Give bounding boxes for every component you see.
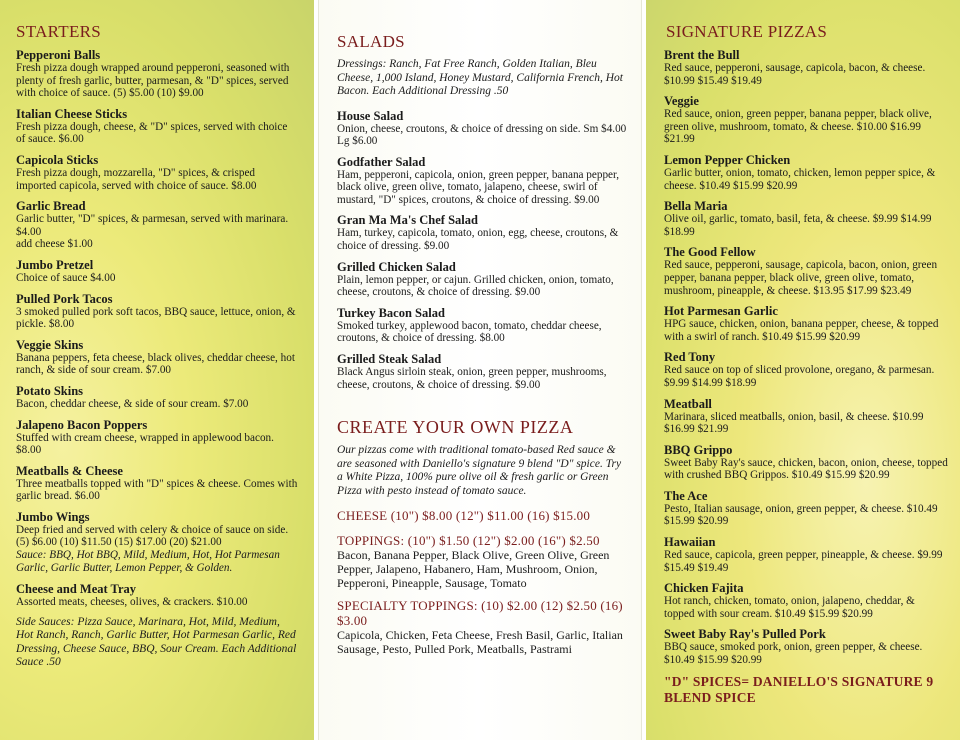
- item-desc: Smoked turkey, applewood bacon, tomato, cheddar cheese, croutons, & choice of dressing. $8.00: [337, 319, 602, 345]
- item-name: Grilled Chicken Salad: [337, 259, 456, 274]
- item-name: Capicola Sticks: [16, 152, 99, 167]
- menu-item: [16, 582, 298, 609]
- menu-item: [16, 48, 298, 100]
- item-name: Meatballs & Cheese: [16, 463, 123, 478]
- item-desc: Fresh pizza dough wrapped around pepperoni, seasoned with plenty of fresh garlic, butter, parmesan, & "D" spices, served with choice of sauce. (5) $5.00 (10) $9.00: [16, 62, 290, 100]
- item-name: Pepperoni Balls: [16, 48, 101, 62]
- item-name: Jumbo Pretzel: [16, 257, 94, 272]
- item-desc: Red sauce, pepperoni, sausage, capicola, bacon, & cheese. $10.99 $15.49 $19.49: [664, 62, 926, 87]
- item-desc: Red sauce, onion, green pepper, banana pepper, black olive, green olive, mushroom, tomato, & cheese. $10.00 $16.99 $21.99: [664, 108, 932, 146]
- item-desc: Red sauce on top of sliced provolone, oregano, & parmesan. $9.99 $14.99 $18.99: [664, 364, 935, 389]
- create-pizza-intro: Our pizzas come with traditional tomato-based Red sauce & are seasoned with Daniello's signature 9 blend "D" spice. Try a White Pizza, 100% pure olive oil & fresh garlic or Green Pizza with pesto instead of tomato sauce.: [337, 444, 622, 497]
- item-name: The Good Fellow: [664, 245, 756, 260]
- salads-title: SALADS: [337, 32, 405, 51]
- menu-item: [664, 627, 948, 666]
- item-desc: HPG sauce, chicken, onion, banana pepper, cheese, & topped with a swirl of ranch. $10.49 $15.99 $20.99: [664, 318, 939, 343]
- item-desc: Ham, turkey, capicola, tomato, onion, egg, cheese, croutons, & choice of dressing. $9.00: [337, 227, 619, 253]
- menu-item: [337, 155, 627, 207]
- menu-item: [664, 94, 948, 146]
- item-name: Garlic Bread: [16, 199, 86, 214]
- item-name: Sweet Baby Ray's Pulled Pork: [664, 627, 826, 642]
- menu-item: [664, 489, 948, 528]
- toppings-price: TOPPINGS: (10") $1.50 (12") $2.00 (16") $2.50: [337, 533, 600, 549]
- menu-item: [16, 384, 298, 411]
- item-name: Jumbo Wings: [16, 509, 90, 524]
- specialty-toppings-price: SPECIALTY TOPPINGS: (10) $2.00 (12) $2.50 (16) $3.00: [337, 598, 623, 629]
- menu-item: [337, 352, 627, 391]
- item-desc: Deep fried and served with celery & choice of sauce on side. (5) $6.00 (10) $11.50 (15) $17.00 (20) $21.00: [16, 523, 289, 549]
- menu-item: [16, 292, 298, 331]
- specialty-toppings-list: Capicola, Chicken, Feta Cheese, Fresh Basil, Garlic, Italian Sausage, Pesto, Pulled Pork, Meatballs, Pastrami: [337, 628, 623, 657]
- item-desc: Black Angus sirloin steak, onion, green pepper, mushrooms, cheese, croutons, & choice of dressing. $9.00: [337, 366, 607, 391]
- item-desc: Red sauce, pepperoni, sausage, capicola, bacon, onion, green pepper, banana pepper, black olive, green olive, tomato, mushroom, pineapple, & cheese. $13.95 $17.99 $23.49: [664, 259, 938, 297]
- item-name: Meatball: [664, 396, 712, 411]
- menu-item: [664, 153, 948, 192]
- menu-item: [664, 535, 948, 574]
- menu-item: [664, 397, 948, 436]
- item-name: Bella Maria: [664, 199, 728, 214]
- item-name: House Salad: [337, 108, 404, 123]
- signature-pizzas-panel: [646, 0, 960, 740]
- item-name: Chicken Fajita: [664, 581, 744, 596]
- item-name: Cheese and Meat Tray: [16, 582, 137, 597]
- item-name: Lemon Pepper Chicken: [664, 152, 791, 167]
- item-desc: Fresh pizza dough, mozzarella, "D" spices, & crisped imported capicola, served with choice of sauce. $8.00: [16, 166, 257, 192]
- item-name: Italian Cheese Sticks: [16, 106, 128, 121]
- item-name: Potato Skins: [16, 383, 84, 398]
- menu-item: [337, 109, 627, 148]
- item-desc: Pesto, Italian sausage, onion, green pepper, & cheese. $10.49 $15.99 $20.99: [664, 502, 938, 528]
- item-name: Turkey Bacon Salad: [337, 305, 445, 320]
- item-name: BBQ Grippo: [664, 442, 733, 457]
- d-spices-footer: "D" SPICES= DANIELLO'S SIGNATURE 9 BLEND SPICE: [664, 673, 934, 705]
- item-name: The Ace: [664, 488, 708, 503]
- item-desc: Assorted meats, cheeses, olives, & crackers. $10.00: [16, 596, 248, 609]
- signature-title: SIGNATURE PIZZAS: [666, 22, 828, 41]
- menu-item: [664, 350, 948, 389]
- menu-item: [664, 199, 948, 238]
- cheese-price: CHEESE (10") $8.00 (12") $11.00 (16) $15.00: [337, 508, 591, 524]
- item-desc: Stuffed with cream cheese, wrapped in applewood bacon. $8.00: [16, 431, 274, 457]
- menu-item: [16, 464, 298, 503]
- item-name: Veggie Skins: [16, 337, 84, 352]
- dressings-note: Dressings: Ranch, Fat Free Ranch, Golden Italian, Bleu Cheese, 1,000 Island, Honey Mustard, California French, Hot Bacon. Each Additional Dressing .50: [337, 58, 623, 97]
- item-desc: Sweet Baby Ray's sauce, chicken, bacon, onion, cheese, topped with crushed BBQ Grippos. $10.49 $15.99 $20.99: [664, 456, 948, 482]
- menu-item: [16, 418, 298, 457]
- menu-item: [337, 306, 627, 345]
- item-name: Hawaiian: [664, 535, 716, 550]
- item-desc: BBQ sauce, smoked pork, onion, green pepper, & cheese. $10.49 $15.99 $20.99: [664, 641, 923, 667]
- item-desc: Plain, lemon pepper, or cajun. Grilled chicken, onion, tomato, cheese, croutons, & choice of dressing. $9.00: [337, 273, 614, 299]
- menu-item: [664, 245, 948, 297]
- item-name: Brent the Bull: [664, 48, 740, 62]
- item-name: Veggie: [664, 94, 699, 109]
- item-name: Pulled Pork Tacos: [16, 291, 113, 306]
- starters-panel: [0, 0, 314, 740]
- menu-item: [337, 213, 627, 252]
- wing-sauce-note: Sauce: BBQ, Hot BBQ, Mild, Medium, Hot, Hot Parmesan Garlic, Garlic Butter, Lemon Pepper, & Golden.: [16, 549, 280, 575]
- starters-title: STARTERS: [16, 22, 102, 41]
- item-desc: Hot ranch, chicken, tomato, onion, jalapeno, cheddar, & topped with sour cream. $10.49 $15.99 $20.99: [664, 595, 915, 620]
- item-desc: Red sauce, capicola, green pepper, pineapple, & cheese. $9.99 $15.49 $19.49: [664, 549, 943, 574]
- salads-panel: [318, 0, 642, 740]
- item-desc: Olive oil, garlic, tomato, basil, feta, & cheese. $9.99 $14.99 $18.99: [664, 213, 932, 238]
- item-desc: Bacon, cheddar cheese, & side of sour cream. $7.00: [16, 397, 249, 410]
- item-desc: 3 smoked pulled pork soft tacos, BBQ sauce, lettuce, onion, & pickle. $8.00: [16, 305, 296, 331]
- menu-item: [664, 48, 948, 87]
- menu-item: [16, 510, 298, 575]
- menu-item: [16, 258, 298, 285]
- item-name: Red Tony: [664, 350, 716, 365]
- item-desc: Marinara, sliced meatballs, onion, basil, & cheese. $10.99 $16.99 $21.99: [664, 410, 924, 436]
- create-pizza-title: CREATE YOUR OWN PIZZA: [337, 417, 574, 438]
- menu-item: [664, 581, 948, 620]
- menu-item: [664, 443, 948, 482]
- item-desc: Choice of sauce $4.00: [16, 271, 116, 284]
- menu-item: [16, 153, 298, 192]
- side-sauces-note: Side Sauces: Pizza Sauce, Marinara, Hot, Mild, Medium, Hot Ranch, Ranch, Garlic Butter, Hot Parmesan Garlic, Red Dressing, Cheese Sauce, BBQ, Sour Cream. Each Additional Sauce .50: [16, 615, 297, 669]
- starters-list: [16, 48, 298, 609]
- item-name: Godfather Salad: [337, 154, 426, 169]
- item-desc: Banana peppers, feta cheese, black olives, cheddar cheese, hot ranch, & side of sour cream. $7.00: [16, 351, 295, 377]
- menu-item: [16, 107, 298, 146]
- item-name: Hot Parmesan Garlic: [664, 304, 778, 319]
- item-desc: Garlic butter, "D" spices, & parmesan, served with marinara. $4.00 add cheese $1.00: [16, 213, 289, 251]
- item-desc: Three meatballs topped with "D" spices & cheese. Comes with garlic bread. $6.00: [16, 477, 298, 503]
- item-desc: Garlic butter, onion, tomato, chicken, lemon pepper spice, & cheese. $10.49 $15.99 $20.99: [664, 166, 936, 192]
- menu-item: [16, 199, 298, 251]
- menu-item: [337, 260, 627, 299]
- item-name: Grilled Steak Salad: [337, 352, 442, 367]
- item-desc: Fresh pizza dough, cheese, & "D" spices, served with choice of sauce. $6.00: [16, 120, 288, 146]
- menu-item: [664, 304, 948, 343]
- toppings-list: Bacon, Banana Pepper, Black Olive, Green Olive, Green Pepper, Jalapeno, Habanero, Ham, Mushroom, Onion, Pepperoni, Pineapple, Sausage, Tomato: [337, 548, 610, 591]
- item-desc: Ham, pepperoni, capicola, onion, green pepper, banana pepper, black olive, green olive, tomato, jalapeno, cheese, swirl of mustard, "D" spices, croutons, & choice of dressing. $9.00: [337, 168, 620, 206]
- item-desc: Onion, cheese, croutons, & choice of dressing on side. Sm $4.00 Lg $6.00: [337, 122, 627, 148]
- menu-item: [16, 338, 298, 377]
- item-name: Jalapeno Bacon Poppers: [16, 417, 148, 432]
- item-name: Gran Ma Ma's Chef Salad: [337, 213, 478, 228]
